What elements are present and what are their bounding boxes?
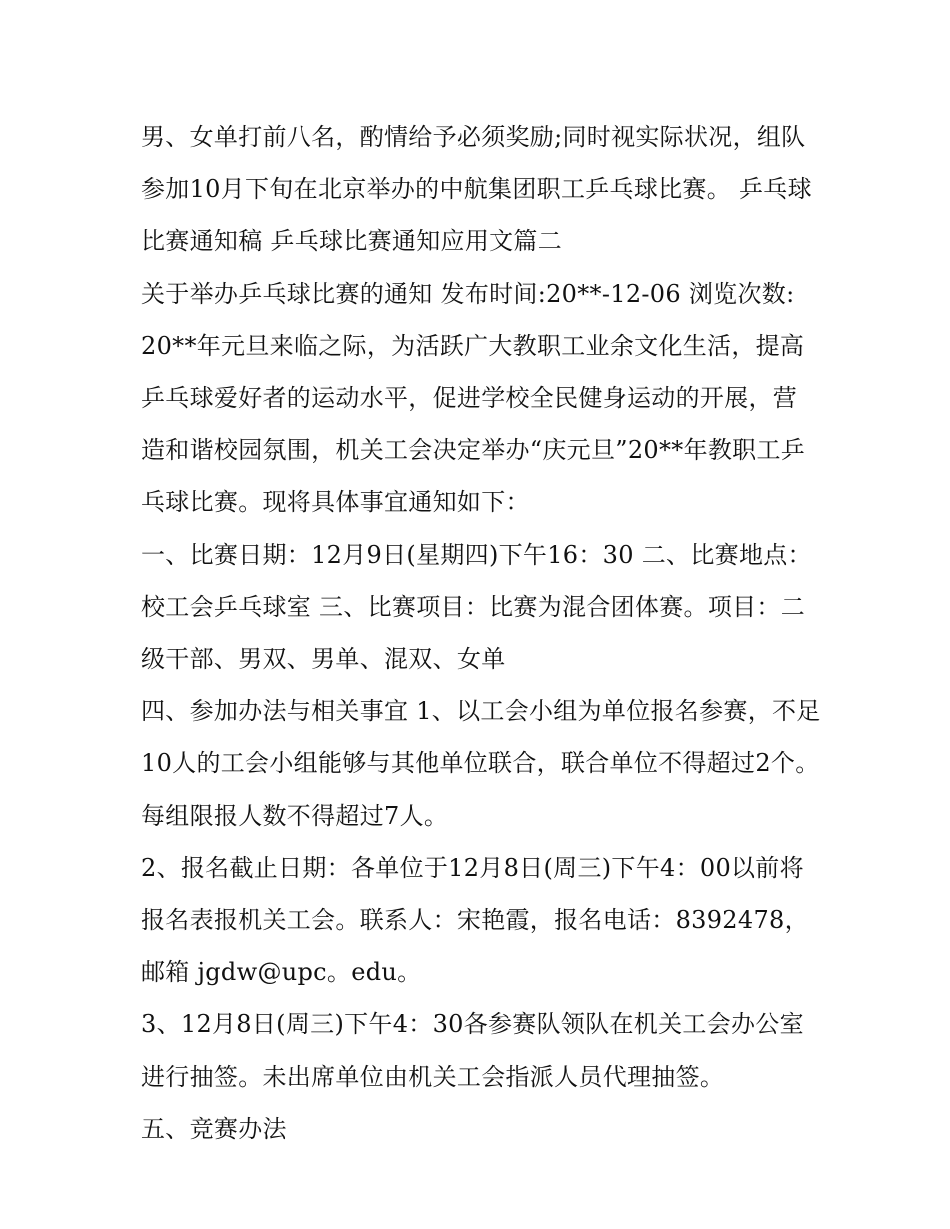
paragraph-participation: 四、参加办法与相关事宜 1、以工会小组为单位报名参赛，不足10人的工会小组能够与其他单位联合，联合单位不得超过2个。每组限报人数不得超过7人。 [141,697,821,830]
document-body [141,111,821,1155]
paragraph-competition-rules-heading: 五、竞赛办法 [141,1114,287,1143]
paragraph-registration: 2、报名截止日期：各单位于12月8日(周三)下午4：00以前将报名表报机关工会。联系人：宋艳霞，报名电话：8392478，邮箱 jgdw@upc。edu。 [141,853,809,987]
paragraph-intro: 20**年元旦来临之际，为活跃广大教职工业余文化生活，提高乒乓球爱好者的运动水平，促进学校全民健身运动的开展，营造和谐校园氛围，机关工会决定举办“庆元旦”20**年教职工乒乓球比赛。现将具体事宜通知如下： [141,331,806,517]
paragraph-notice-header: 关于举办乒乓球比赛的通知 发布时间:20**-12-06 浏览次数: [141,279,795,308]
paragraph-date-location-events: 一、比赛日期：12月9日(星期四)下午16：30 二、比赛地点：校工会乒乓球室 三、比赛项目：比赛为混合团体赛。项目：二级干部、男双、男单、混双、女单 [141,540,812,674]
paragraph-awards: 男、女单打前八名，酌情给予必须奖励;同时视实际状况，组队参加10月下旬在北京举办的中航集团职工乒乓球比赛。 乒乓球比赛通知稿 乒乓球比赛通知应用文篇二 [141,123,812,256]
paragraph-draw: 3、12月8日(周三)下午4：30各参赛队领队在机关工会办公室进行抽签。未出席单位由机关工会指派人员代理抽签。 [141,1010,804,1091]
